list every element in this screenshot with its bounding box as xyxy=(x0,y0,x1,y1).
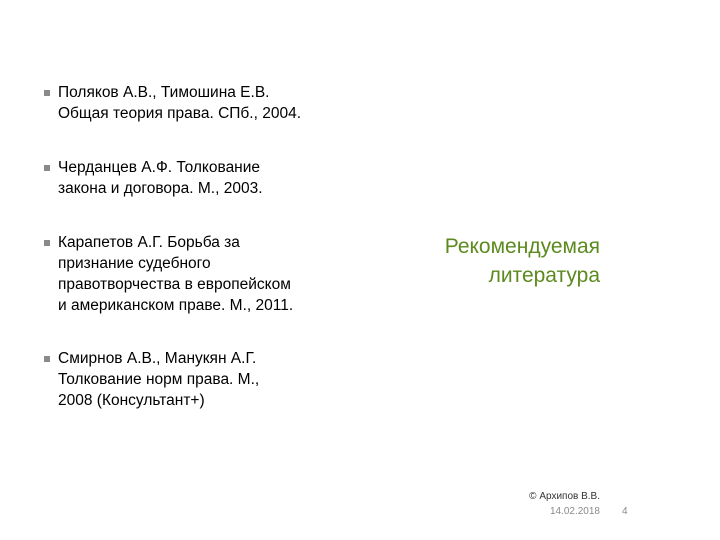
reference-text: Черданцев А.Ф. Толкование закона и договора. М., 2003. xyxy=(58,159,263,197)
footer-copyright: © Архипов В.В. xyxy=(529,491,600,502)
square-bullet-icon xyxy=(44,90,50,96)
reference-item xyxy=(44,232,344,316)
reference-text: Поляков А.В., Тимошина Е.В. Общая теория права. СПб., 2004. xyxy=(58,84,301,122)
square-bullet-icon xyxy=(44,356,50,362)
reference-item xyxy=(44,348,344,411)
reference-text: Карапетов А.Г. Борьба за признание судебного правотворчества в европейском и американском праве. М., 2011. xyxy=(58,234,294,314)
footer-date: 14.02.2018 xyxy=(549,506,600,517)
page-number: 4 xyxy=(622,506,628,517)
reference-text: Смирнов А.В., Манукян А.Г. Толкование норм права. М., 2008 (Консультант+) xyxy=(58,350,260,409)
slide-title: Рекомендуемая литература xyxy=(444,235,600,287)
reference-item xyxy=(44,157,344,199)
reference-item xyxy=(44,82,344,124)
square-bullet-icon xyxy=(44,165,50,171)
square-bullet-icon xyxy=(44,240,50,246)
